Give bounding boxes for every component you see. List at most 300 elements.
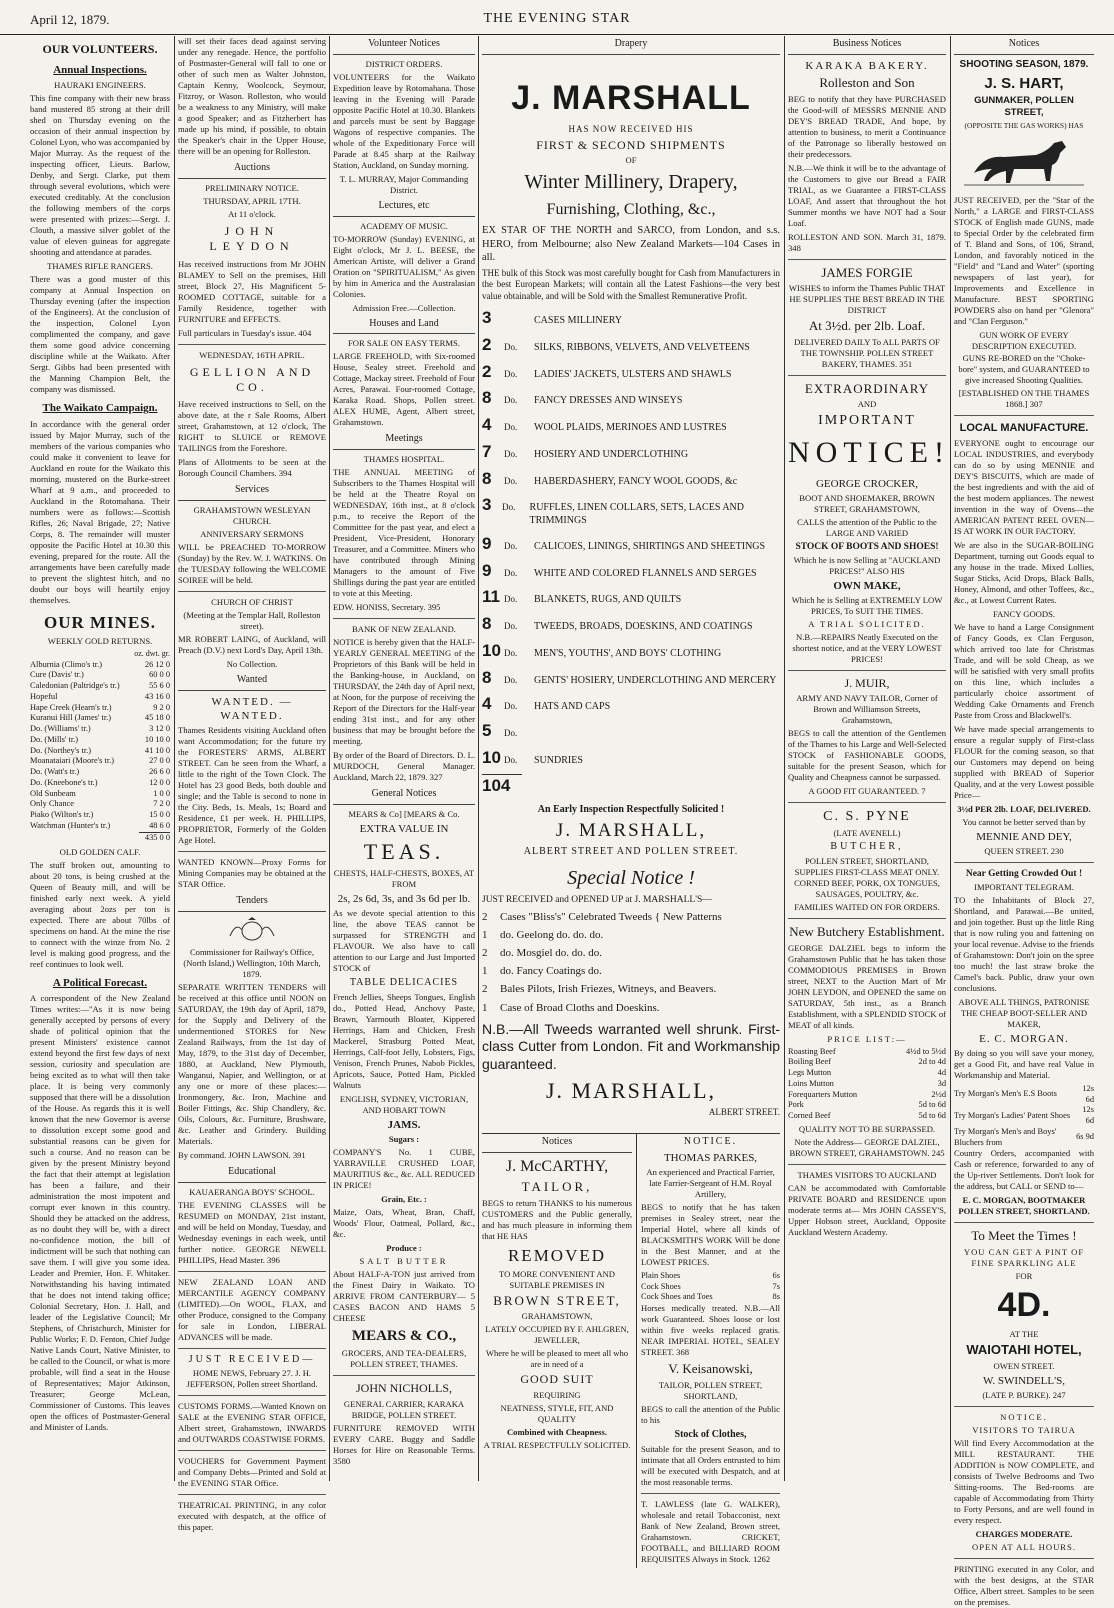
ad-body: N.B.—All Tweeds warranted well shrunk. First-class Cutter from London. Fit and Workmanship guaranteed. (482, 1020, 780, 1073)
ad-line: OWEN STREET. (993, 1361, 1055, 1372)
ad-body: POLLEN STREET, SHORTLAND, SUPPLIES FIRST-CLASS MEAT ONLY. CORNED BEEF, PORK, OX TONGUES, SAUSAGES, POULTRY, &c. (794, 856, 940, 900)
ad-line: Combined with Cheapness. (506, 1426, 608, 1437)
ad-title: JUST RECEIVED— (188, 1353, 316, 1365)
table-row: Try Morgan's Ladies' Patent Shoes 12s 6d (954, 1105, 1094, 1126)
ad-title: BANK OF NEW ZEALAND. (352, 624, 456, 635)
ad-title: NOTICE. (1000, 1412, 1048, 1423)
table-row: Forequarters Mutton 2½d (788, 1089, 946, 1099)
ad-line: (Meeting at the Templar Hall, Rolleston street). (183, 610, 321, 632)
table-row: Cock Shoes 7s (641, 1281, 780, 1291)
ad-body: As we devote special attention to this line, the above TEAS cannot be surpassed for STRENGTH and FLAVOUR. We also have to call attention to our Large and Just Imported STOCK of (333, 908, 475, 974)
ad-line: An Early Inspection Respectfully Solicited ! (537, 804, 725, 816)
list-item: 8 Do. TWEEDS, BROADS, DOESKINS, AND COATINGS (482, 614, 753, 634)
ad-body: CALLS the attention of the Public to the LARGE AND VARIED (797, 516, 937, 538)
ad-body: JUST RECEIVED, per the "Star of the North," a LARGE and FIRST-CLASS STOCK of English made GUNS, made to Special Order by the celebrated firm of T. Bland and Sons, of 106, Strand, London, and favorably noticed in the "Field" and "Land and Water" (sporting newspapers of last year), for Improvements and Excellence in Manufacture. BEST SPORTING POWDERS also on hand per "Glenora" and "Clan Ferguson." (954, 194, 1094, 326)
ad-footer: DELIVERED DAILY To ALL PARTS OF THE TOWNSHIP. POLLEN STREET BAKERY, THAMES. 351 (794, 336, 940, 369)
ad-title: Special Notice ! (567, 867, 695, 890)
parkes-ad (637, 1134, 780, 1568)
ad-line: Furnishing, Clothing, &c., (546, 200, 716, 218)
list-item: 7 Do. HOSIERY AND UNDERCLOTHING (482, 441, 689, 461)
ad-body: THE EVENING CLASSES will be RESUMED on MONDAY, 21st instant, and will be held on Monday, Tuesday, and Wednesday evenings in each week, until further notice. GEORGE NEWELL PHILLIPS, Head Master. 396 (178, 1199, 326, 1265)
ad-title: GELLION AND CO. (189, 364, 315, 394)
divider (178, 1450, 326, 1451)
ad-body: HOME NEWS, February 27. J. H. JEFFERSON, Pollen street Shortland. (186, 1368, 318, 1390)
ad-title: Rolleston and Son (819, 74, 915, 90)
ad-body: LARGE FREEHOLD, with Six-roomed House, Sealey street. Freehold and Cottage, Mackay street. Freehold of Four Acres, Parawai. Four-roomed Cottage, Karaka Road. Shops, Pollen street. ALEX HUME, Agent, Albert street, Grahamstown. (333, 351, 475, 428)
table-row: Do. (Mills' tr.) 10 10 0 (30, 734, 170, 744)
royal-crest-icon (222, 916, 282, 944)
divider (333, 618, 475, 619)
ad-line: OF (625, 155, 637, 166)
price-figure: 4D. (997, 1285, 1051, 1324)
list-item: 2 Do. SILKS, RIBBONS, VELVETS, AND VELVETEENS (482, 334, 750, 354)
ad-title: Sugars : (388, 1134, 420, 1145)
ad-footer: Country Orders, accompanied with Cash or reference, forwarded to any of the Up-river Settlements. Don't look for the address, but CALL or SEND to— (954, 1148, 1094, 1192)
section-header-houses: Houses and Land (333, 316, 475, 335)
ad-line: ALBERT STREET. (708, 1107, 780, 1118)
article-headline: Annual Inspections. (53, 64, 147, 77)
list-item: 2 Do. LADIES' JACKETS, ULSTERS AND SHAWLS (482, 361, 732, 381)
list-item: 2 do. Mosgiel do. do. do. (482, 947, 603, 960)
ad-title: Near Getting Crowded Out ! (965, 868, 1083, 879)
ad-line: AND (857, 399, 877, 410)
ad-line: Stock of Clothes, (674, 1428, 747, 1440)
ad-body: WISHES to inform the Thames Public THAT HE SUPPLIES THE BEST BREAD IN THE DISTRICT (788, 283, 946, 316)
ad-body: COMPANY'S No. 1 CUBE, YARRAVILLE CRUSHED LOAF, MAURITIUS &c., &c. ALL REDUCED IN PRICE! (333, 1147, 475, 1191)
article-subhead: THAMES RIFLE RANGERS. (47, 261, 153, 272)
table-units: oz. dwt. gr. (134, 649, 170, 659)
ad-footer: ROLLESTON AND SON. March 31, 1879. 348 (788, 231, 946, 253)
ad-line: SALT BUTTER (359, 1256, 449, 1267)
list-item: 4 Do. HATS AND CAPS (482, 694, 611, 714)
section-header-general: General Notices (333, 786, 475, 805)
section-header-tenders: Tenders (178, 893, 326, 912)
table-row: Old Sunbeam 1 0 0 (30, 788, 170, 798)
ad-line: 2s, 2s 6d, 3s, and 3s 6d per lb. (337, 893, 471, 906)
ad-footer: QUEEN STREET. 230 (984, 845, 1064, 856)
ad-title: MENNIE AND DEY, (976, 830, 1072, 843)
list-item: 1 Case of Broad Cloths and Doeskins. (482, 1001, 660, 1014)
ad-line: CHARGES MODERATE. (975, 1529, 1073, 1540)
article-body: This fine company with their new brass band mustered 85 strong at their drill shed on Thursday evening on the occasion of their annual inspection by Colonel Lyon, who was accompanied by Major Murray. As the request of the inspecting officer, Lieuts. Barlow, Denby, and Sergt. Clarke, put them through several evolutions, which were executed creditably. At the conclusion the following members of the corps were presented with prizes:—Sergt. J. Clouth, a massive silver goblet of the value of eleven guineas for aggregate shooting and attendance at parades. (30, 93, 170, 258)
ad-line: At 3½d. per 2lb. Loaf. (808, 318, 926, 334)
ad-body: EX STAR OF THE NORTH and SARCO, from London, and s.s. HERO, from Melbourne; also New Zealand Markets—104 Cases in all. (482, 225, 780, 264)
divider (788, 259, 946, 260)
ad-line: VISITORS TO TAIRUA (972, 1425, 1076, 1436)
article-body: will set their faces dead against serving under any renegade. Hence, the portfolio of Postmaster-General will fall to one or other of such men as Walter Johnston, Captain Kenny, Woolcock, Seymour, Fitzroy, or Wason. Rolleston, who would be a weakness to any Ministry, will make a good Speaker; and as Fitzherbert has made up his mind, if possible, to obtain the Speaker's chair in the Upper House, there will be an opening for Rolleston. (178, 36, 326, 156)
table-row: Watchman (Hunter's tr.) 48 6 0 (30, 820, 170, 830)
ad-line: FIRST & SECOND SHIPMENTS (536, 137, 726, 152)
table-row: Moanataiari (Moore's tr.) 27 0 0 (30, 756, 170, 766)
ad-body: GUNS RE-BORED on the "Choke-bore" system, and GUARANTEED to give increased Shooting Qualities. (958, 353, 1090, 386)
section-header-services: Services (178, 482, 326, 501)
ad-line: LATELY OCCUPIED BY F. AHLGREN, JEWELLER, (485, 1324, 629, 1346)
ad-body: THEATRICAL PRINTING, in any color executed with despatch, at the office of this paper. (178, 1500, 326, 1533)
ad-body: Will find Every Accommodation at the MILL RESTAURANT. THE ADDITION is NOW COMPLETE, and consists of Twelve Bedrooms and Two Sitting-rooms. The Bed-rooms are capable of Accommodating from Thirty to Forty Persons, and are well found in every respect. (954, 1438, 1094, 1526)
column-business (788, 36, 950, 1481)
list-item: 8 Do. FANCY DRESSES AND WINSEYS (482, 388, 683, 408)
ad-line: WEDNESDAY, 16TH APRIL. (199, 349, 305, 360)
divider (178, 1395, 326, 1396)
column-drapery (482, 36, 780, 1564)
ad-body: BEGS to return THANKS to his numerous CUSTOMERS and the Public generally, and has much pleasure in informing them that HE HAS (482, 1197, 632, 1241)
ad-title: New Butchery Establishment. (789, 924, 945, 940)
ad-line: AT THE (1009, 1329, 1039, 1340)
ad-body: WANTED KNOWN—Proxy Forms for Mining Companies may be obtained at the STAR Office. (178, 856, 326, 889)
column-rule (174, 36, 175, 1481)
ad-line: TAILOR, (521, 1179, 593, 1195)
ad-body: BEGS to call the attention of the Public to his (641, 1403, 780, 1425)
list-item: 1 do. Geelong do. do. do. (482, 929, 604, 942)
ad-title: IMPORTANT (818, 413, 916, 429)
table-row: Pork 5d to 6d (788, 1100, 946, 1110)
ad-title: W. SWINDELL'S, (983, 1375, 1065, 1388)
price-table (788, 1047, 946, 1122)
column-volunteer-notices (333, 36, 475, 1481)
ad-body: Has received instructions from Mr JOHN BLAMEY to Sell on the premises, Hill street, Block 27, His Magnificent 5-ROOMED COTTAGE, suitable for a Family Residence, together with FURNITURE and EFFECTS. (178, 258, 326, 324)
table-row: Plain Shoes 6s (641, 1270, 780, 1280)
ad-line: QUALITY NOT TO BE SURPASSED. (798, 1123, 936, 1134)
divider (178, 851, 326, 852)
ad-body: TO-MORROW (Sunday) EVENING, at Eight o'clock, Mr J. L. BEESE, the American Artiste, will deliver a Grand Oration on "SPIRITUALISM," As given by him in America and the Australasian Colonies. (333, 233, 475, 299)
ad-line: ALBERT STREET AND POLLEN STREET. (523, 845, 739, 857)
ad-body: Which he is Selling at EXTREMELY LOW PRICES, To SUIT THE TIMES. (791, 594, 943, 616)
table-row: Hape Creek (Hearn's tr.) 9 2 0 (30, 702, 170, 712)
ad-line: CHESTS, HALF-CHESTS, BOXES, AT FROM (333, 868, 475, 890)
divider (788, 375, 946, 376)
ad-line: STOCK OF BOOTS AND SHOES! (795, 541, 939, 552)
table-total: 435 0 0 (30, 832, 170, 843)
section-header-lectures: Lectures, etc (333, 198, 475, 217)
masthead (0, 0, 1114, 35)
ad-body: T. LAWLESS (late G. WALKER), wholesale and retail Tobacconist, next Bank of New Zealand, Brown street, Grahamstown. CRICKET, FOOTBALL, and BILLIARD ROOM REQUISITES Always in Stock. 1262 (641, 1498, 780, 1564)
gold-returns-table (30, 660, 170, 844)
ad-line: BROWN STREET, (493, 1292, 621, 1308)
ad-footer: A GOOD FIT GUARANTEED. 7 (808, 786, 926, 797)
section-header-educational: Educational (178, 1164, 326, 1183)
ad-title: LOCAL MANUFACTURE. (959, 422, 1089, 435)
ad-body: BEG to notify that they have PURCHASED the Good-will of MESSRS MENNIE AND DEY'S BREAD TRADE, And hope, by attention to business, to merit a Continuance of the Patronage so liberally bestowed on their predecessors. (788, 93, 946, 159)
ad-line: NEATNESS, STYLE, FIT, AND QUALITY (500, 1402, 614, 1424)
ad-line: GOOD SUIT (520, 1372, 594, 1387)
divider (954, 862, 1094, 863)
ad-line: IMPORTANT TELEGRAM. (974, 881, 1074, 892)
ad-title: JAMS. (387, 1119, 421, 1132)
ad-footer: By order of the Board of Directors. D. L. MURDOCH, General Manager. Auckland, March 22, 1879. 327 (333, 750, 475, 783)
ad-body: French Jellies, Sheeps Tongues, English do., Potted Head, Anchovy Paste, Brawn, Yarmouth Bloater, Kippered Herrings, Ham and Chicken, Fresh Mackerel, Strasburg Potted Meat, Herrings, Calf-foot Jelly, Lobsters, Figs, Venison, French Prunes, Nabob Pickles, Apricots, Sauce, Potted Ham, Pickled Walnuts (333, 992, 475, 1091)
ad-body: PRINTING executed in any Color, and with the best designs, at the STAR Office, Albert street. Samples to be seen on the premises. (954, 1564, 1094, 1608)
divider (178, 344, 326, 345)
ad-title: KAUAERANGA BOYS' SCHOOL. (189, 1186, 315, 1197)
column-notices (954, 36, 1094, 1608)
list-item: 10 Do. SUNDRIES (482, 747, 583, 767)
ad-title: E. C. MORGAN, BOOTMAKER POLLEN STREET, SHORTLAND. (958, 1195, 1090, 1217)
ad-body: We have made special arrangements to ensure a regular supply of First-class FLOUR for the coming season, so that our Customers may depend on being supplied with BREAD of Superior Quality, and at the very Lowest possible Price— (954, 723, 1094, 800)
ad-line: ARMY AND NAVY TAILOR, Corner of Brown and Williamson Streets, Grahamstown, (796, 693, 938, 726)
ad-body: Suitable for the present Season, and to intimate that all Orders entrusted to him will be executed with Despatch, and at the most reasonable terms. (641, 1443, 780, 1487)
ad-title: DISTRICT ORDERS. (365, 58, 443, 69)
divider (788, 802, 946, 803)
ad-footer: By command. JOHN LAWSON. 391 (178, 1149, 306, 1160)
list-item: 5 Do. (482, 721, 518, 741)
ad-title: SHOOTING SEASON, 1879. (959, 58, 1089, 70)
table-row: Hopeful 43 16 0 (30, 691, 170, 701)
ad-title: NOTICE. (683, 1135, 738, 1147)
ad-body: About HALF-A-TON just arrived from the Finest Dairy in Waikato. TO ARRIVE FROM CANTERBURY— 5 CASES BACON AND HAMS 5 CHEESE (333, 1269, 475, 1324)
article-headline: The Waikato Campaign. (42, 402, 158, 415)
divider (178, 1348, 326, 1349)
ad-title: Produce : (386, 1243, 422, 1254)
ad-line: GROCERS, AND TEA-DEALERS, POLLEN STREET, THAMES. (341, 1348, 467, 1370)
ad-line: OPEN AT ALL HOURS. (972, 1542, 1076, 1553)
ad-footer: [ESTABLISHED ON THE THAMES 1868.] 307 (958, 388, 1090, 410)
ad-line: GENERAL CARRIER, KARAKA BRIDGE, POLLEN STREET. (343, 1398, 465, 1420)
price-table (954, 1084, 1094, 1149)
table-row: Do. (Williams' tr.) 3 12 0 (30, 724, 170, 733)
section-header-meetings: Meetings (333, 431, 475, 450)
list-item: 8 Do. HABERDASHERY, FANCY WOOL GOODS, &c (482, 468, 738, 488)
table-row: Try Morgan's Men's and Boys' Bluchers from 6s 9d (954, 1126, 1094, 1147)
ad-line: Winter Millinery, Drapery, (524, 171, 738, 194)
table-row: Alburnia (Climo's tr.) 26 12 0 (30, 659, 170, 669)
ad-body: NEW ZEALAND LOAN AND MERCANTILE AGENCY COMPANY (LIMITED).—On WOOL, FLAX, and other Produce, consigned to the Company for sale in London, LIBERAL ADVANCES will be made. (178, 1276, 326, 1342)
ad-title: MEARS & CO., (351, 1328, 457, 1345)
ad-body: GEORGE DALZIEL begs to inform the Grahamstown Public that he has taken those COMMODIOUS PREMISES in Brown street, NEXT to the Auction Mart of Mr JOHN LEYDON, and OPENED the same on SATURDAY, 5th inst., as a Branch Establishment, with a SPLENDID STOCK of MEAT of all kinds. (788, 942, 946, 1030)
section-title: OUR VOLUNTEERS. (42, 42, 158, 56)
ad-title: J. McCARTHY, (505, 1157, 609, 1175)
section-header-business: Business Notices (788, 36, 946, 55)
ad-line: Commissioner for Railway's Office, (North Island,) Wellington, 10th March, 1879. (183, 946, 321, 979)
article-body: There was a good muster of this company at Annual Inspection on Thursday evening (after the inspection of the Engineers). At the conclusion of the inspection, Colonel Lyon complimented the company, and gave them some good advice concerning discipline while at the Waikato. After Sergt. Gibbs had been presented with the Manning Champion Belt, the company was dismissed. (30, 274, 170, 395)
ad-line: TAILOR, POLLEN STREET, SHORTLAND, (658, 1379, 763, 1401)
ad-line: You cannot be better served than by (962, 816, 1086, 827)
ad-body: TO the Inhabitants of Block 27, Shortland, and Parawai.—Be united, and join together. Bust up the little Ring that is now ruling you and fattening on your local revenue. Advise to the friends of Grahamstown: Don't join on the spree too much! the last straw broke the Camel's back. Public, draw your own conclusions. (954, 894, 1094, 993)
ad-title: WAIOTAHI HOTEL, (966, 1342, 1082, 1358)
ad-body: Have received instructions to Sell, on the above date, at the r Sale Rooms, Albert street, Grahamstown, at 12 o'clock, The RIGHT to SLUICE or REMOVE TAILINGS from the Foreshore. (178, 399, 326, 454)
ad-line: TO MORE CONVENIENT AND SUITABLE PREMISES IN (499, 1268, 615, 1290)
ad-title: J. MARSHALL (511, 78, 751, 117)
ad-line: PRELIMINARY NOTICE. (205, 182, 299, 193)
section-header-wanted: Wanted (178, 672, 326, 691)
ad-line: BOOT AND SHOEMAKER, BROWN STREET, GRAHAMSTOWN, (799, 492, 935, 514)
section-header-notices: Notices (482, 1134, 632, 1153)
ad-title: J. MARSHALL, (545, 1078, 717, 1104)
ad-line: ABOVE ALL THINGS, PATRONISE THE CHEAP BOOT-SELLER AND MAKER, (958, 996, 1090, 1029)
divider (178, 591, 326, 592)
ad-line: THURSDAY, APRIL 17TH. (203, 195, 301, 206)
ad-body: CUSTOMS FORMS.—Wanted Known on SALE at the EVENING STAR OFFICE, Albert street, Grahamstown, INWARDS and OUTWARDS COASTWISE FORMS. (178, 1401, 326, 1445)
ad-body: SEPARATE WRITTEN TENDERS will be received at this office until NOON on SATURDAY, the 19th day of April, 1879, for the Supply and Delivery of the undermentioned STORES for New Zealand Railways, from the 1st day of May, 1879, to the 31st day of December, 1880, at Auckland, New Plymouth, Wanganui, Napier, and Wellington, or at any one or more of these places:— Ironmongery, &c. Iron, Machine and Boiler Fittings, &c. Ship Chandlery, &c. Oils, Colours, &c. Furniture, Brushware, &c. Leather and Grindery. Building Materials. (178, 981, 326, 1146)
list-item: 9 Do. WHITE AND COLORED FLANNELS AND SERGES (482, 560, 757, 580)
column-auctions (178, 36, 326, 1533)
ad-body: NOTICE is hereby given that the HALF-YEARLY GENERAL MEETING of the Proprietors of this Bank will be held in the Banking-house, in Auckland, on THURSDAY, the 24th day of April next, at Noon, for the purpose of receiving the Report of the Directors for the Half-year ending 31st inst., and for any other business that may be brought before the meeting. (333, 637, 475, 747)
ad-title: THAMES HOSPITAL. (363, 454, 445, 465)
ad-line: An experienced and Practical Farrier, late Farrier-Sergeant of H.M. Royal Artillery, (646, 1166, 775, 1199)
ad-title: TEAS. (363, 839, 445, 865)
divider (788, 1164, 946, 1165)
list-item: 11 Do. BLANKETS, RUGS, AND QUILTS (482, 587, 682, 607)
ad-title: WANTED. — WANTED. (211, 695, 293, 722)
ad-title: THOMAS PARKES, (663, 1151, 758, 1164)
ad-line: REMOVED (507, 1245, 607, 1265)
ad-line: GUN WORK OF EVERY DESCRIPTION EXECUTED. (971, 329, 1077, 351)
ad-footer: Full particulars in Tuesday's issue. 404 (178, 327, 312, 338)
divider (178, 1494, 326, 1495)
ad-title: J. S. HART, (984, 74, 1064, 92)
ad-footer: T. L. MURRAY, Major Commanding District. (339, 173, 469, 195)
ad-body: WILL be PREACHED TO-MORROW (Sunday) by the Rev. W. J. WATKINS. On the TUESDAY following the WELCOME SOIREE will be held. (178, 542, 326, 586)
article-subhead: OLD GOLDEN CALF. (59, 847, 141, 858)
divider (954, 1222, 1094, 1223)
article-headline: A Political Forecast. (52, 977, 148, 990)
ad-body: THE ANNUAL MEETING of Subscribers to the Thames Hospital will be held at the Theatre Royal on WEDNESDAY, 16th inst., at 8 o'clock p.m., to receive the Report of the Committee for the past year, and elect a President, Vice-President, Honorary Treasurer, and a Committee. Miners who have contributed through Mining Managers to the amount of Five Shillings during the past year are entitled to vote at this Meeting. (333, 467, 475, 599)
table-row: Do. (Watt's tr.) 26 6 0 (30, 767, 170, 776)
list-item: 8 Do. GENTS' HOSIERY, UNDERCLOTHING AND MERCERY (482, 667, 777, 687)
ad-line: ANNIVERSARY SERMONS (200, 529, 304, 540)
ad-footer: Admission Free.—Collection. (352, 302, 456, 313)
section-header-notices: Notices (954, 36, 1094, 55)
ad-line: PRICE LIST:— (827, 1033, 907, 1044)
ad-title: ACADEMY OF MUSIC. (360, 220, 448, 231)
column-rule (329, 36, 330, 1481)
section-header-drapery: Drapery (482, 36, 780, 55)
ad-body: BEGS to call the attention of the Gentlemen of the Thames to his Large and Well-Selected STOCK of FASHIONABLE GOODS, suitable for the present Season, which for Quality and Cheapness cannot be surpassed. (788, 728, 946, 783)
ad-body: BEGS to notify that he has taken premises in Sealey street, near the Imperial Hotel, where all kinds of BLACKSMITH'S WORK Will be done in the Best Manner, and at the LOWEST PRICES. (641, 1201, 780, 1267)
divider (788, 670, 946, 671)
table-row: Loins Mutton 3d (788, 1078, 946, 1088)
ad-body: By doing so you will save your money, get a Good Fit, and have real Value in Workmanship and Material. (954, 1047, 1094, 1080)
ad-title: JOHN LEYDON (209, 223, 295, 254)
ad-body: FURNITURE REMOVED WITH EVERY CARE. Buggy and Saddle Horses for Hire on Reasonable Terms. 3580 (333, 1422, 475, 1466)
ad-line: ENGLISH, SYDNEY, VICTORIAN, AND HOBART TOWN (339, 1094, 469, 1116)
list-item: 3 Do. RUFFLES, LINEN COLLARS, SETS, LACES AND TRIMMINGS (482, 495, 744, 527)
table-row: Only Chance 7 2 0 (30, 799, 170, 809)
table-row: Cure (Davis' tr.) 60 0 0 (30, 670, 170, 680)
article-subhead: HAURAKI ENGINEERS. (54, 80, 146, 91)
table-row: Do. (Northey's tr.) 41 10 0 (30, 745, 170, 755)
ad-line: BUTCHER, (830, 841, 904, 853)
ad-line: A TRIAL RESPECTFULLY SOLICITED. (483, 1439, 631, 1450)
ad-line: REQUIRING (533, 1389, 581, 1400)
article-body: In accordance with the general order issued by Major Murray, such of the members of the various companies who could make it convenient to leave for Auckland en route for the Waikato this morning, mustered on the Burke-street Wharf at 9 a.m., and proceeded to Auckland in the Rotomahana. Their numbers were as follows:—Scottish Rifles, 26; Naval Brigade, 27; Native Corps, 8. The remainder will muster opposite the Pacific Hotel at 10.30 this evening, prepared for the route. All the arrangements have been carefully made to prevent the slightest hitch, and no doubt our boys will heartily enjoy themselves. (30, 418, 170, 605)
ad-title: FANCY GOODS. (992, 608, 1056, 619)
ad-footer: (LATE P. BURKE). 247 (982, 1390, 1066, 1401)
ad-line: GUNMAKER, POLLEN STREET, (974, 94, 1074, 118)
ad-body: CAN be accommodated with Comfortable PRIVATE BOARD and RESIDENCE upon moderate terms at— Mrs JOHN CASSEY'S, Upper Hobson street, Auckland, Opposite Auckland Western Academy. (788, 1182, 946, 1237)
section-header-volunteer: Volunteer Notices (333, 36, 475, 55)
ad-footer: EDW. HONISS, Secretary. 395 (333, 602, 441, 613)
table-row: Caledonian (Paltridge's tr.) 55 6 0 (30, 681, 170, 690)
table-title: WEEKLY GOLD RETURNS. (47, 636, 153, 647)
newspaper-name: THE EVENING STAR (483, 11, 631, 26)
list-item: 2 Cases "Bliss's" Celebrated Tweeds { New Patterns (482, 911, 722, 924)
section-title: OUR MINES. (43, 612, 156, 632)
ad-body: VOUCHERS for Government Payment and Company Debts—Printed and Sold at the EVENING STAR Office. (178, 1456, 326, 1489)
ad-body: VOLUNTEERS for the Waikato Expedition leave by Rotomahana. Those leaving in the Evening will Parade opposite Pacific Hotel at 10.30. Blankets and parcels must be sent by Baggage Wagons of respective companies. The whole of the Expeditionary Force will Parade at 8.45 sharp at the Railway Station, Auckland, on Sunday morning. (333, 71, 475, 170)
hunting-dog-icon (964, 133, 1084, 193)
ad-body: THE bulk of this Stock was most carefully bought for Cash from Manufacturers in the best European Markets; will contain all the Latest Fashions—the very best value obtainable, and will be Sold with the Smallest Remunerative Profit. (482, 267, 780, 301)
ad-line: A TRIAL SOLICITED. (808, 618, 926, 629)
column-rule (950, 36, 951, 1481)
ad-body: JUST RECEIVED and OPENED UP at J. MARSHALL'S— (482, 894, 712, 905)
divider (333, 1375, 475, 1376)
list-item: 4 Do. WOOL PLAIDS, MERINOES AND LUSTRES (482, 415, 727, 435)
stock-list (482, 307, 780, 796)
table-row: Try Morgan's Men's E.S Boots 12s 6d (954, 1083, 1094, 1104)
ad-title: EXTRAORDINARY (804, 380, 930, 396)
ad-title: THAMES VISITORS TO AUCKLAND (797, 1169, 937, 1180)
ad-line: HAS NOW RECEIVED HIS (568, 124, 694, 135)
table-row: Corned Beef 5d to 6d (788, 1111, 946, 1121)
price-table (641, 1271, 780, 1303)
ad-title: J. MARSHALL, (555, 820, 707, 842)
section-header-auctions: Auctions (178, 160, 326, 179)
divider (641, 1493, 780, 1494)
column-rule (784, 36, 785, 1481)
table-row: Piako (Wilton's tr.) 15 0 0 (30, 810, 170, 819)
article-body: The stuff broken out, amounting to about 20 tons, is being crushed at the Queen of Beauty mill, and will be finished early next week. A yield averaging about 2ozs per ton is expected. There are about 70lbs of specimens on hand. At the mine the rise to connect with the winze from No. 2 level is making good progress, and the reef continues to look well. (30, 860, 170, 970)
ad-body: We are also in the SUGAR-BOILING Department, turning out Goods equal to any house in the trade. Mixed Lollies, Sugar Sticks, Acid Drops, Black Balls, Honey, Almond, and other Toffees, &c., &c., at Lowest Current Rates. (954, 539, 1094, 605)
ad-line: At 11 o'clock. (228, 208, 276, 219)
table-row: Roasting Beef 4½d to 5½d (788, 1046, 946, 1056)
list-item: 1 do. Fancy Coatings do. (482, 965, 602, 978)
ad-title: E. C. MORGAN. (979, 1032, 1069, 1045)
ad-body: Thames Residents visiting Auckland often want Accommodation; for the future try the FORESTERS' ARMS, ALBERT STREET. Can be seen from the Wharf, a little to the right of the Town Clock. The Hotel has 23 good Beds, both double and single; and the Table is second to none in the City. Beds, 1s. Meals, 1s; Board and Residence, £1 per week. H. PHILLIPS, PROPRIETOR, Formerly of the Golden Age Hotel. (178, 724, 326, 845)
mccarthy-ad (482, 1134, 637, 1568)
ad-title: NOTICE! (788, 436, 950, 470)
table-row: Kuranui Hill (James' tr.) 45 18 0 (30, 713, 170, 723)
ad-footer: Plans of Allotments to be seen at the Borough Council Chambers. 394 (178, 457, 326, 479)
ad-body: Maize, Oats, Wheat, Bran, Chaff, Woods' Flour, Oatmeal, Pollard, &c., &c. (333, 1207, 475, 1240)
ad-title: To Meet the Times ! (971, 1228, 1077, 1244)
ad-line: 3½d PER 2lb. LOAF, DELIVERED. (957, 803, 1091, 814)
ad-line: GRAHAMSTOWN, (521, 1311, 593, 1322)
divider (788, 918, 946, 919)
ad-line: EXTRA VALUE IN (359, 822, 449, 835)
ad-body: MR ROBERT LAING, of Auckland, will Preach (D.V.) next Lord's Day, April 13th. (178, 634, 326, 656)
ad-title: CHURCH OF CHRIST (211, 597, 293, 608)
table-row: Cock Shoes and Toes 8s (641, 1292, 780, 1302)
ad-title: TABLE DELICACIES (349, 977, 459, 989)
divider (178, 1271, 326, 1272)
ad-title: C. S. PYNE (823, 809, 911, 825)
list-item: 2 Bales Pilots, Irish Friezes, Witneys, and Beavers. (482, 983, 717, 996)
ad-title: V. Keisanowski, (668, 1361, 753, 1377)
list-item: 9 Do. CALICOES, LININGS, SHIRTINGS AND SHEETINGS (482, 533, 766, 553)
divider (954, 415, 1094, 416)
ad-footer: FAMILIES WAITED ON FOR ORDERS. (794, 902, 940, 913)
list-item: 3 CASES MILLINERY (482, 308, 623, 328)
table-row: Do. (Kneebone's tr.) 12 0 0 (30, 777, 170, 787)
ad-title: KARAKA BAKERY. (805, 59, 929, 72)
ad-footer: No Collection. (226, 659, 278, 670)
ad-line: MEARS & Co] [MEARS & Co. (348, 808, 460, 819)
issue-date: April 12, 1879. (30, 12, 110, 27)
column-rule (478, 36, 479, 1481)
ad-body: N.B.—We think it will be to the advantage of the Customers to give our Bread a FAIR TRIAL, as we Guarantee a FIRST-CLASS LOAF, And assert that throughout the hot Summer months we have NOT had a Sour Loaf. (788, 162, 946, 228)
ad-title: Grain, Etc. : (381, 1194, 427, 1205)
ad-line: Which he is now Selling at "AUCKLAND PRICES!" ALSO HIS (793, 554, 941, 576)
ad-body: EVERYONE ought to encourage our LOCAL INDUSTRIES, and everybody can do so by using MENNIE and DEY'S BISCUITS, which are made of the best ingredients and with the aid of the best modern appliances. The newest invention in the way of Ovens—the AMERICAN PATENT REEL OVEN—IS AT WORK IN OUR FACTORY. (954, 437, 1094, 536)
ad-line: Where he will be pleased to meet all who are in need of a (485, 1348, 629, 1370)
column-volunteers (30, 36, 170, 1481)
ad-line: OWN MAKE, (833, 579, 901, 592)
table-row: Boiling Beef 2d to 4d (788, 1057, 946, 1067)
ad-line: YOU CAN GET A PINT OF FINE SPARKLING ALE (963, 1246, 1085, 1268)
ad-title: GEORGE CROCKER, (815, 477, 919, 490)
ad-title: J. MUIR, (844, 675, 890, 690)
list-item: 10 Do. MEN'S, YOUTHS', AND BOYS' CLOTHING (482, 640, 722, 660)
